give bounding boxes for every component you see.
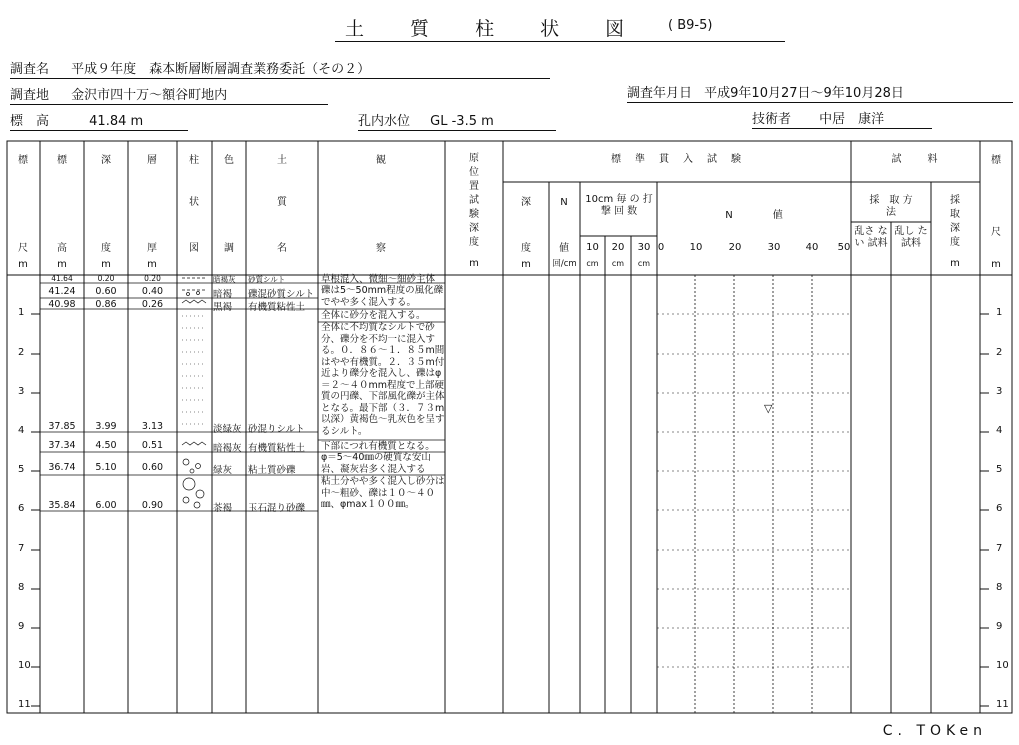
boring-id: ( B9-5) — [668, 18, 713, 33]
scale-right-number: 3 — [996, 386, 1003, 397]
layer-depth: 4.50 — [95, 440, 117, 451]
header-spt-n-1: N — [560, 197, 568, 208]
nvalue-tick-20: 20 — [728, 242, 742, 253]
header-sample-depth-unit: m — [950, 258, 960, 269]
header-blow-30: 30 — [637, 242, 651, 253]
layer-elevation: 41.24 — [48, 286, 76, 297]
scale-right-number: 9 — [996, 621, 1003, 632]
scale-left-number: 5 — [18, 464, 25, 475]
header-sample-method: 採 取 方 法 — [869, 195, 913, 218]
header-spt-blow-title: 10cm 毎 の 打 撃 回 数 — [585, 194, 653, 217]
layer-thickness: 0.90 — [141, 500, 164, 511]
scale-left-number: 1 — [18, 307, 25, 318]
description-3: 全体に砂分を混入する。 — [321, 310, 426, 321]
water-level-value: GL -3.5 m — [430, 114, 494, 129]
scale-right-number: 8 — [996, 582, 1003, 593]
layer-color: 暗褐灰 — [213, 275, 236, 284]
header-sample-depth: 採取深度 — [950, 195, 960, 248]
layer-soil-name: 礫混砂質シルト — [248, 289, 315, 300]
layer-color: 暗褐灰 — [213, 443, 242, 454]
layer-color: 緑灰 — [213, 465, 233, 476]
description-2: 礫は5～50mm程度の風化礫でやや多く混入する。 — [321, 285, 444, 308]
scale-right-number: 6 — [996, 503, 1003, 514]
description-7: 粘土分やや多く混入し砂分は中～粗砂、礫は１０～４０㎜、φmax１００㎜。 — [321, 476, 445, 510]
site-label: 調査地 — [10, 88, 50, 103]
header-sample-disturbed: 乱し た 試料 — [894, 226, 928, 249]
header-column-1: 柱 — [189, 155, 199, 166]
layer-depth: 3.99 — [95, 421, 117, 432]
header-thickness-1: 層 — [147, 155, 157, 166]
layer-depth: 0.60 — [95, 286, 117, 297]
layer-elevation: 36.74 — [48, 462, 76, 473]
layer-soil-name: 玉石混り砂礫 — [248, 503, 306, 514]
header-spt-depth-1: 深 — [521, 197, 531, 208]
header-column-3: 図 — [189, 243, 199, 254]
scale-left-number: 7 — [18, 543, 25, 554]
header-spt-depth-unit: m — [521, 259, 531, 270]
layer-elevation: 40.98 — [48, 299, 76, 310]
header-scale-left-1: 標 — [18, 155, 28, 166]
header-blow-unit-3: cm — [637, 259, 651, 268]
layer-color: 黒褐 — [213, 302, 233, 313]
header-observation-2: 察 — [376, 243, 386, 254]
description-6: φ＝5～40㎜の硬質な安山岩、凝灰岩多く混入する — [321, 452, 431, 475]
layer-soil-name: 有機質粘性土 — [248, 302, 306, 313]
nvalue-tick-0: 0 — [657, 242, 665, 253]
scale-left-number: 4 — [18, 425, 25, 436]
layer-thickness: 0.51 — [141, 440, 164, 451]
header-color-1: 色 — [224, 155, 234, 166]
header-thickness-unit: m — [147, 259, 157, 270]
scale-right-number: 10 — [996, 660, 1009, 671]
elevation-value: 41.84 m — [89, 114, 144, 129]
layer-soil-name: 砂混りシルト — [248, 424, 305, 435]
layer-depth: 5.10 — [95, 462, 117, 473]
header-spt-title: 標 準 貫 入 試 験 — [611, 154, 743, 165]
header-insitu: 原位置試験深度 — [469, 153, 479, 248]
header-scale-left-unit: m — [18, 259, 28, 270]
layer-thickness: 3.13 — [141, 421, 164, 432]
scale-left-number: 11 — [18, 699, 31, 710]
description-4: 全体に不均質なシルトで砂分、礫分を不均一に混入する。０．８６～１．８５m間はやや有機質。２．３５m付近より礫分を混入し、礫はφ＝２～４０mm程度で上部硬質の円礫、下部風化礫が主体となる。最下部（３．７３m以深）黄褐色～乳灰色を呈するシルト。 — [321, 322, 445, 437]
header-scale-left-2: 尺 — [18, 243, 28, 254]
header-elevation-1: 標 — [57, 155, 67, 166]
layer-elevation: 35.84 — [48, 500, 76, 511]
layer-elevation: 37.85 — [48, 421, 76, 432]
layer-thickness: 0.26 — [141, 299, 164, 310]
scale-right-number: 4 — [996, 425, 1003, 436]
header-sample-title: 試 料 — [891, 154, 940, 165]
layer-soil-name: 有機質粘性土 — [248, 443, 306, 454]
scale-left-number: 6 — [18, 503, 25, 514]
survey-date: 平成9年10月27日～9年10月28日 — [704, 86, 904, 101]
layer-soil-name: 砂質シルト — [248, 275, 286, 284]
header-blow-20: 20 — [611, 242, 625, 253]
water-level-mark: ▽ — [764, 402, 773, 415]
scale-left-number: 8 — [18, 582, 25, 593]
layer-thickness: 0.20 — [144, 274, 161, 283]
layer-thickness: 0.60 — [141, 462, 164, 473]
nvalue-tick-30: 30 — [767, 242, 781, 253]
survey-name-label: 調査名 — [10, 62, 50, 77]
layer-depth: 0.86 — [95, 299, 117, 310]
scale-right-number: 11 — [996, 699, 1009, 710]
description-5: 下部につれ有機質となる。 — [321, 441, 435, 452]
header-nvalue: N 値 — [725, 210, 783, 221]
scale-right-number: 1 — [996, 307, 1003, 318]
header-insitu-unit: m — [469, 258, 479, 269]
description-1: 草根混入、微細～細砂主体 — [321, 274, 436, 285]
nvalue-tick-50: 50 — [837, 242, 851, 253]
layer-soil-name: 粘土質砂礫 — [248, 465, 296, 476]
header-soil-3: 名 — [277, 243, 287, 254]
header-depth-2: 度 — [101, 243, 111, 254]
header-depth-unit: m — [101, 259, 111, 270]
header-spt-depth-2: 度 — [521, 243, 531, 254]
engineer-label: 技術者 — [752, 112, 792, 127]
water-level-label: 孔内水位 — [358, 114, 411, 129]
header-soil-1: 土 — [277, 155, 287, 166]
header-scale-right-2: 尺 — [991, 227, 1001, 238]
scale-right-number: 5 — [996, 464, 1003, 475]
header-spt-n-unit: 回/cm — [552, 259, 577, 269]
header-color-2: 調 — [224, 243, 234, 254]
header-column-2: 状 — [189, 197, 199, 208]
page-title: 土 質 柱 状 図 — [345, 18, 645, 40]
site-name: 金沢市四十万～額谷町地内 — [71, 88, 228, 103]
scale-right-number: 2 — [996, 347, 1003, 358]
header-sample-undisturbed: 乱さ ない 試料 — [854, 226, 888, 249]
layer-depth: 0.20 — [97, 274, 115, 283]
company-footer: C. TOKen — [882, 723, 987, 739]
header-scale-right-1: 標 — [991, 155, 1001, 166]
scale-left-number: 9 — [18, 621, 25, 632]
date-label: 調査年月日 — [627, 86, 693, 101]
header-elevation-2: 高 — [57, 243, 67, 254]
layer-elevation: 41.64 — [51, 274, 73, 283]
header-blow-unit-1: cm — [586, 259, 599, 268]
layer-color: 茶褐 — [213, 503, 233, 514]
header-blow-10: 10 — [586, 242, 599, 253]
header-thickness-2: 厚 — [147, 243, 157, 254]
header-spt-n-2: 値 — [559, 243, 569, 254]
engineer-name: 中居 康洋 — [819, 112, 885, 127]
survey-name: 平成９年度 森本断層断層調査業務委託（その２） — [71, 62, 371, 77]
scale-left-number: 10 — [18, 660, 31, 671]
header-soil-2: 質 — [277, 197, 287, 208]
header-depth-1: 深 — [101, 155, 111, 166]
layer-elevation: 37.34 — [48, 440, 76, 451]
elevation-label: 標 高 — [10, 114, 50, 129]
scale-right-number: 7 — [996, 543, 1003, 554]
layer-depth: 6.00 — [95, 500, 117, 511]
nvalue-tick-40: 40 — [805, 242, 819, 253]
scale-left-number: 2 — [18, 347, 25, 358]
header-observation-1: 観 — [376, 155, 386, 166]
layer-color: 暗褐 — [213, 289, 233, 300]
header-blow-unit-2: cm — [611, 259, 625, 268]
nvalue-tick-10: 10 — [689, 242, 703, 253]
layer-color: 淡緑灰 — [213, 424, 242, 435]
layer-thickness: 0.40 — [141, 286, 164, 297]
header-scale-right-unit: m — [991, 259, 1001, 270]
scale-left-number: 3 — [18, 386, 25, 397]
header-elevation-unit: m — [57, 259, 67, 270]
